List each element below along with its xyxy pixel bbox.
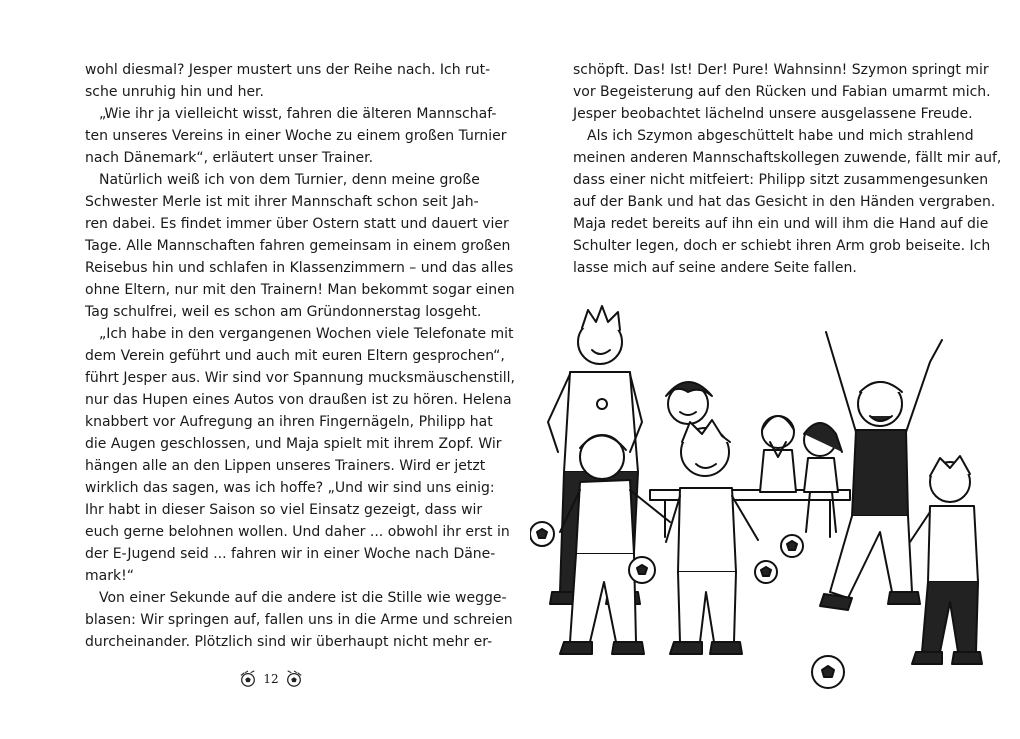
- soccer-ball-icon: [239, 670, 257, 688]
- text-line: Schulter legen, doch er schiebt ihren Arm grob beiseite. Ich: [573, 238, 991, 254]
- right-page: [510, 0, 1020, 739]
- page-number-footer: [231, 668, 311, 690]
- player-cheering-arms-up: [820, 332, 942, 610]
- text-line: dem Verein geführt und auch mit euren Eltern gesprochen“,: [85, 348, 505, 364]
- player-right: [910, 456, 982, 664]
- text-line: lasse mich auf seine andere Seite fallen.: [573, 260, 857, 276]
- text-line: die Augen geschlossen, und Maja spielt mit ihrem Zopf. Wir: [85, 436, 502, 452]
- text-line: ten unseres Vereins in einer Woche zu einem großen Turnier: [85, 128, 507, 144]
- text-line: meinen anderen Mannschaftskollegen zuwende, fällt mir auf,: [573, 150, 1002, 166]
- text-line: euch gerne belohnen wollen. Und daher ... obwohl ihr erst in: [85, 524, 510, 540]
- girl-covering-face: [760, 416, 796, 492]
- text-line: Maja redet bereits auf ihn ein und will ihm die Hand auf die: [573, 216, 989, 232]
- text-line: wirklich das sagen, was ich hoffe? „Und wir sind uns einig:: [85, 480, 495, 496]
- player-center: [666, 420, 758, 654]
- text-line: Natürlich weiß ich von dem Turnier, denn meine große: [99, 172, 480, 188]
- text-line: Tag schulfrei, weil es schon am Gründonnerstag losgeht.: [85, 304, 482, 320]
- text-line: „Wie ihr ja vielleicht wisst, fahren die älteren Mannschaf-: [99, 106, 497, 122]
- text-line: wohl diesmal? Jesper mustert uns der Reihe nach. Ich rut-: [85, 62, 491, 78]
- girl-ponytail: [804, 423, 842, 532]
- right-text-column: [573, 59, 1002, 279]
- text-line: nach Dänemark“, erläutert unser Trainer.: [85, 150, 374, 166]
- soccer-ball-icon: [285, 670, 303, 688]
- text-line: hängen alle an den Lippen unseres Trainers. Wird er jetzt: [85, 458, 486, 474]
- text-line: ren dabei. Es findet immer über Ostern statt und dauert vier: [85, 216, 509, 232]
- text-line: sche unruhig hin und her.: [85, 84, 264, 100]
- text-line: Als ich Szymon abgeschüttelt habe und mich strahlend: [587, 128, 974, 144]
- text-line: durcheinander. Plötzlich sind wir überhaupt nicht mehr er-: [85, 634, 493, 650]
- text-line: Jesper beobachtet lächelnd unsere ausgelassene Freude.: [573, 106, 973, 122]
- text-line: mark!“: [85, 568, 134, 584]
- text-line: auf der Bank und hat das Gesicht in den Händen vergraben.: [573, 194, 996, 210]
- text-line: Tage. Alle Mannschaften fahren gemeinsam in einem großen: [85, 238, 511, 254]
- football-team-celebration-illustration: [530, 292, 1000, 692]
- text-line: vor Begeisterung auf den Rücken und Fabian umarmt mich.: [573, 84, 991, 100]
- text-line: nur das Hupen eines Autos von draußen ist zu hören. Helena: [85, 392, 512, 408]
- text-line: dass einer nicht mitfeiert: Philipp sitzt zusammengesunken: [573, 172, 989, 188]
- text-line: Von einer Sekunde auf die andere ist die Stille wie wegge-: [99, 590, 507, 606]
- text-line: der E-Jugend seid ... fahren wir in einer Woche nach Däne-: [85, 546, 496, 562]
- text-line: führt Jesper aus. Wir sind vor Spannung mucksmäuschenstill,: [85, 370, 515, 386]
- left-text-column: [85, 59, 515, 653]
- player-dark-hair: [666, 382, 712, 424]
- text-line: Ihr habt in dieser Saison so viel Einsatz gezeigt, dass wir: [85, 502, 483, 518]
- text-line: „Ich habe in den vergangenen Wochen viele Telefonate mit: [99, 326, 514, 342]
- page-number: 12: [263, 672, 279, 686]
- text-line: ohne Eltern, nur mit den Trainern! Man bekommt sogar einen: [85, 282, 515, 298]
- text-line: schöpft. Das! Ist! Der! Pure! Wahnsinn! Szymon springt mir: [573, 62, 989, 78]
- text-line: blasen: Wir springen auf, fallen uns in die Arme und schreien: [85, 612, 513, 628]
- text-line: Reisebus hin und schlafen in Klassenzimmern – und das alles: [85, 260, 514, 276]
- text-line: Schwester Merle ist mit ihrer Mannschaft schon seit Jah-: [85, 194, 479, 210]
- text-line: knabbert vor Aufregung an ihren Fingernägeln, Philipp hat: [85, 414, 493, 430]
